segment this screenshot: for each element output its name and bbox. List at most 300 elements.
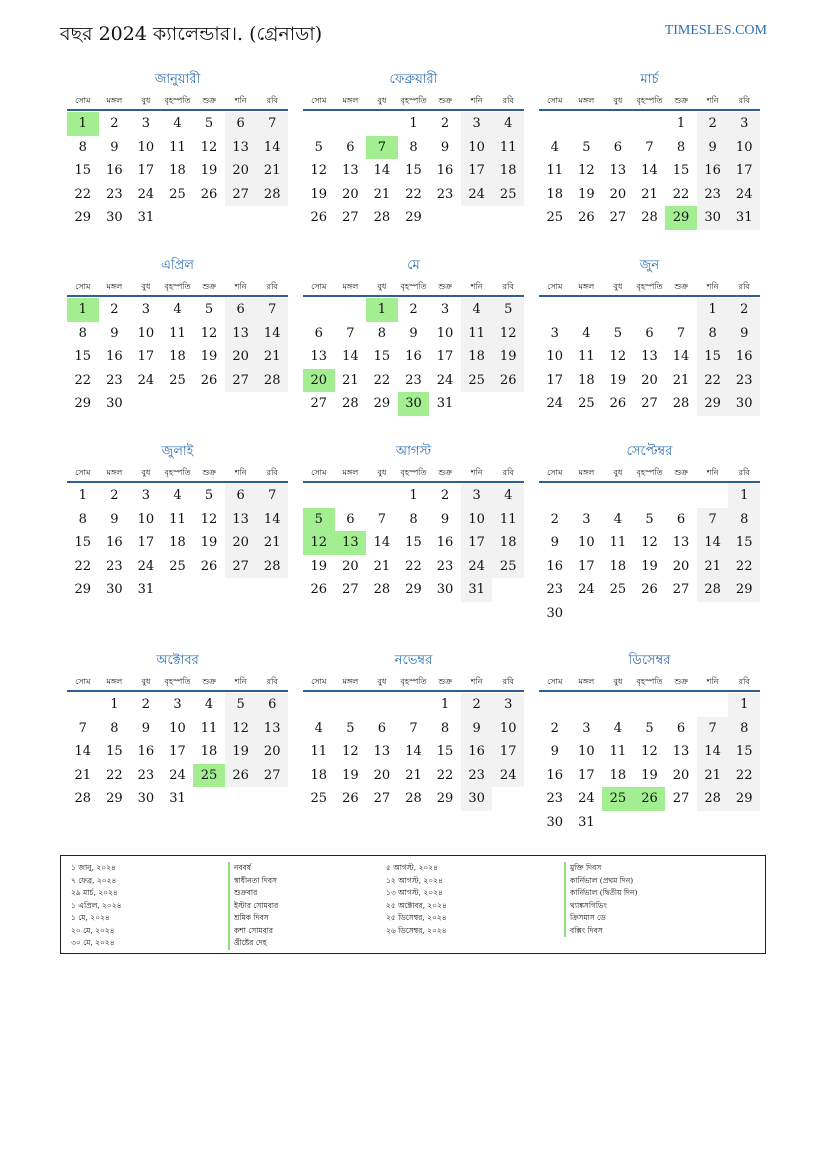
day-cell[interactable]: 7 xyxy=(256,484,288,508)
day-cell[interactable]: 21 xyxy=(256,531,288,555)
day-cell[interactable]: 9 xyxy=(141,720,151,736)
day-cell[interactable]: 14 xyxy=(256,508,288,532)
day-cell[interactable]: 8 xyxy=(440,720,450,736)
day-cell[interactable]: 16 xyxy=(436,535,454,550)
day-cell[interactable]: 1 xyxy=(78,488,87,503)
day-cell[interactable]: 16 xyxy=(436,163,454,178)
day-cell[interactable]: 22 xyxy=(74,558,92,574)
day-cell[interactable]: 23 xyxy=(405,372,422,388)
day-cell[interactable]: 4 xyxy=(582,325,591,341)
day-cell[interactable]: 3 xyxy=(440,302,450,317)
day-cell[interactable]: 3 xyxy=(461,112,493,136)
day-cell[interactable]: 14 xyxy=(697,740,729,764)
day-cell[interactable]: 21 xyxy=(641,186,658,202)
day-cell[interactable]: 9 xyxy=(110,511,119,527)
day-cell[interactable]: 23 xyxy=(436,558,454,574)
day-cell[interactable]: 9 xyxy=(550,744,559,759)
day-cell[interactable]: 9 xyxy=(440,511,450,527)
day-cell[interactable]: 27 xyxy=(256,764,288,788)
day-cell[interactable]: 20 xyxy=(641,372,658,388)
holiday-day[interactable]: 30 xyxy=(398,392,430,416)
day-cell[interactable]: 4 xyxy=(613,511,623,527)
day-cell[interactable]: 18 xyxy=(200,744,218,759)
day-cell[interactable]: 9 xyxy=(728,322,760,346)
day-cell[interactable]: 1 xyxy=(728,693,760,717)
day-cell[interactable]: 13 xyxy=(310,349,328,364)
day-cell[interactable]: 2 xyxy=(461,693,493,717)
day-cell[interactable]: 17 xyxy=(169,744,186,759)
day-cell[interactable]: 17 xyxy=(436,349,454,364)
day-cell[interactable]: 10 xyxy=(728,136,760,160)
day-cell[interactable]: 24 xyxy=(728,183,760,207)
day-cell[interactable]: 14 xyxy=(405,744,422,759)
day-cell[interactable]: 18 xyxy=(578,372,595,388)
day-cell[interactable]: 27 xyxy=(225,369,257,393)
day-cell[interactable]: 12 xyxy=(225,717,257,741)
day-cell[interactable]: 21 xyxy=(342,372,359,388)
day-cell[interactable]: 17 xyxy=(137,163,155,178)
day-cell[interactable]: 23 xyxy=(697,183,729,207)
day-cell[interactable]: 4 xyxy=(173,302,182,317)
day-cell[interactable]: 1 xyxy=(728,484,760,508)
day-cell[interactable]: 2 xyxy=(440,116,450,131)
day-cell[interactable]: 3 xyxy=(550,325,559,341)
day-cell[interactable]: 10 xyxy=(461,508,493,532)
day-cell[interactable]: 11 xyxy=(492,136,524,160)
day-cell[interactable]: 8 xyxy=(697,322,729,346)
day-cell[interactable]: 6 xyxy=(225,298,257,322)
day-cell[interactable]: 14 xyxy=(74,744,92,759)
day-cell[interactable]: 26 xyxy=(310,582,328,597)
day-cell[interactable]: 21 xyxy=(697,555,729,579)
site-brand-link[interactable]: TIMESLES.COM xyxy=(664,23,767,38)
day-cell[interactable]: 18 xyxy=(492,159,524,183)
day-cell[interactable]: 10 xyxy=(461,136,493,160)
day-cell[interactable]: 15 xyxy=(74,163,92,178)
day-cell[interactable]: 24 xyxy=(578,791,595,806)
day-cell[interactable]: 25 xyxy=(546,210,564,225)
day-cell[interactable]: 30 xyxy=(546,814,564,830)
day-cell[interactable]: 3 xyxy=(582,720,591,736)
day-cell[interactable]: 1 xyxy=(110,697,119,712)
day-cell[interactable]: 17 xyxy=(578,558,595,574)
day-cell[interactable]: 26 xyxy=(200,558,218,574)
day-cell[interactable]: 5 xyxy=(645,511,654,527)
day-cell[interactable]: 28 xyxy=(373,582,391,597)
day-cell[interactable]: 14 xyxy=(373,535,391,550)
day-cell[interactable]: 9 xyxy=(440,139,450,155)
day-cell[interactable]: 13 xyxy=(373,744,391,759)
day-cell[interactable]: 29 xyxy=(74,396,92,411)
day-cell[interactable]: 9 xyxy=(409,325,418,341)
day-cell[interactable]: 7 xyxy=(697,717,729,741)
day-cell[interactable]: 19 xyxy=(609,372,627,388)
day-cell[interactable]: 6 xyxy=(225,484,257,508)
day-cell[interactable]: 30 xyxy=(461,787,493,811)
day-cell[interactable]: 20 xyxy=(225,531,257,555)
day-cell[interactable]: 18 xyxy=(169,163,186,178)
day-cell[interactable]: 2 xyxy=(550,511,559,527)
day-cell[interactable]: 14 xyxy=(342,349,359,364)
day-cell[interactable]: 14 xyxy=(256,322,288,346)
day-cell[interactable]: 29 xyxy=(74,582,92,597)
day-cell[interactable]: 29 xyxy=(728,578,760,602)
day-cell[interactable]: 20 xyxy=(342,186,359,202)
day-cell[interactable]: 11 xyxy=(200,720,218,736)
day-cell[interactable]: 15 xyxy=(728,531,760,555)
day-cell[interactable]: 25 xyxy=(492,183,524,207)
day-cell[interactable]: 21 xyxy=(256,159,288,183)
day-cell[interactable]: 15 xyxy=(697,345,729,369)
day-cell[interactable]: 16 xyxy=(137,744,155,759)
day-cell[interactable]: 12 xyxy=(342,744,359,759)
day-cell[interactable]: 19 xyxy=(310,558,328,574)
day-cell[interactable]: 20 xyxy=(225,159,257,183)
day-cell[interactable]: 2 xyxy=(697,112,729,136)
day-cell[interactable]: 24 xyxy=(546,396,564,411)
day-cell[interactable]: 29 xyxy=(405,582,422,597)
day-cell[interactable]: 30 xyxy=(546,605,564,621)
day-cell[interactable]: 5 xyxy=(645,720,654,736)
day-cell[interactable]: 8 xyxy=(409,511,418,527)
day-cell[interactable]: 25 xyxy=(492,555,524,579)
holiday-day[interactable]: 7 xyxy=(366,136,398,160)
day-cell[interactable]: 15 xyxy=(373,349,391,364)
day-cell[interactable]: 9 xyxy=(697,136,729,160)
day-cell[interactable]: 3 xyxy=(173,697,182,712)
day-cell[interactable]: 11 xyxy=(578,349,595,364)
day-cell[interactable]: 5 xyxy=(204,302,214,317)
day-cell[interactable]: 5 xyxy=(582,139,591,155)
day-cell[interactable]: 2 xyxy=(728,298,760,322)
day-cell[interactable]: 25 xyxy=(578,396,595,411)
day-cell[interactable]: 21 xyxy=(373,558,391,574)
day-cell[interactable]: 6 xyxy=(346,139,355,155)
day-cell[interactable]: 10 xyxy=(169,720,186,736)
day-cell[interactable]: 6 xyxy=(225,112,257,136)
day-cell[interactable]: 23 xyxy=(546,582,564,597)
day-cell[interactable]: 3 xyxy=(141,302,151,317)
day-cell[interactable]: 4 xyxy=(314,720,323,736)
day-cell[interactable]: 19 xyxy=(578,186,595,202)
day-cell[interactable]: 24 xyxy=(461,183,493,207)
day-cell[interactable]: 5 xyxy=(346,720,355,736)
day-cell[interactable]: 3 xyxy=(582,511,591,527)
day-cell[interactable]: 4 xyxy=(492,484,524,508)
day-cell[interactable]: 7 xyxy=(78,720,87,736)
day-cell[interactable]: 24 xyxy=(137,186,155,202)
day-cell[interactable]: 22 xyxy=(728,764,760,788)
day-cell[interactable]: 25 xyxy=(169,372,186,388)
day-cell[interactable]: 26 xyxy=(200,372,218,388)
day-cell[interactable]: 5 xyxy=(225,693,257,717)
day-cell[interactable]: 3 xyxy=(728,112,760,136)
day-cell[interactable]: 20 xyxy=(672,767,690,783)
day-cell[interactable]: 23 xyxy=(436,186,454,202)
day-cell[interactable]: 1 xyxy=(676,116,686,131)
day-cell[interactable]: 8 xyxy=(409,139,418,155)
day-cell[interactable]: 30 xyxy=(106,582,123,597)
day-cell[interactable]: 28 xyxy=(672,396,690,411)
day-cell[interactable]: 26 xyxy=(225,764,257,788)
day-cell[interactable]: 15 xyxy=(74,535,92,550)
day-cell[interactable]: 7 xyxy=(256,298,288,322)
day-cell[interactable]: 13 xyxy=(672,535,690,550)
holiday-day[interactable]: 12 xyxy=(303,531,335,555)
day-cell[interactable]: 25 xyxy=(310,791,328,806)
day-cell[interactable]: 30 xyxy=(106,210,123,225)
day-cell[interactable]: 25 xyxy=(461,369,493,393)
day-cell[interactable]: 4 xyxy=(173,116,182,131)
day-cell[interactable]: 16 xyxy=(697,159,729,183)
day-cell[interactable]: 9 xyxy=(461,717,493,741)
day-cell[interactable]: 27 xyxy=(342,582,359,597)
day-cell[interactable]: 22 xyxy=(74,372,92,388)
day-cell[interactable]: 18 xyxy=(169,535,186,550)
day-cell[interactable]: 26 xyxy=(342,791,359,806)
day-cell[interactable]: 30 xyxy=(137,791,155,806)
day-cell[interactable]: 28 xyxy=(641,210,658,225)
day-cell[interactable]: 26 xyxy=(310,210,328,225)
day-cell[interactable]: 29 xyxy=(436,791,454,806)
day-cell[interactable]: 23 xyxy=(106,186,123,202)
day-cell[interactable]: 6 xyxy=(613,139,623,155)
day-cell[interactable]: 1 xyxy=(697,298,729,322)
day-cell[interactable]: 1 xyxy=(409,116,418,131)
holiday-day[interactable]: 13 xyxy=(335,531,367,555)
day-cell[interactable]: 8 xyxy=(78,325,87,341)
day-cell[interactable]: 22 xyxy=(405,186,422,202)
day-cell[interactable]: 27 xyxy=(342,210,359,225)
day-cell[interactable]: 10 xyxy=(546,349,564,364)
day-cell[interactable]: 12 xyxy=(310,163,328,178)
day-cell[interactable]: 24 xyxy=(436,372,454,388)
day-cell[interactable]: 20 xyxy=(672,558,690,574)
day-cell[interactable]: 31 xyxy=(728,206,760,230)
day-cell[interactable]: 11 xyxy=(461,322,493,346)
day-cell[interactable]: 16 xyxy=(546,767,564,783)
day-cell[interactable]: 24 xyxy=(137,372,155,388)
day-cell[interactable]: 27 xyxy=(310,396,328,411)
day-cell[interactable]: 12 xyxy=(200,139,218,155)
day-cell[interactable]: 11 xyxy=(546,163,564,178)
day-cell[interactable]: 22 xyxy=(672,186,690,202)
day-cell[interactable]: 25 xyxy=(169,186,186,202)
day-cell[interactable]: 4 xyxy=(550,139,559,155)
day-cell[interactable]: 20 xyxy=(342,558,359,574)
day-cell[interactable]: 27 xyxy=(672,791,690,806)
day-cell[interactable]: 11 xyxy=(169,139,186,155)
day-cell[interactable]: 9 xyxy=(550,535,559,550)
day-cell[interactable]: 5 xyxy=(204,488,214,503)
day-cell[interactable]: 11 xyxy=(492,508,524,532)
day-cell[interactable]: 17 xyxy=(492,740,524,764)
day-cell[interactable]: 28 xyxy=(405,791,422,806)
holiday-day[interactable]: 25 xyxy=(602,787,634,811)
day-cell[interactable]: 27 xyxy=(373,791,391,806)
day-cell[interactable]: 15 xyxy=(728,740,760,764)
day-cell[interactable]: 24 xyxy=(137,558,155,574)
day-cell[interactable]: 6 xyxy=(645,325,654,341)
day-cell[interactable]: 21 xyxy=(672,372,690,388)
day-cell[interactable]: 19 xyxy=(641,558,658,574)
day-cell[interactable]: 20 xyxy=(256,740,288,764)
holiday-day[interactable]: 1 xyxy=(366,298,398,322)
day-cell[interactable]: 2 xyxy=(110,302,119,317)
day-cell[interactable]: 4 xyxy=(613,720,623,736)
day-cell[interactable]: 2 xyxy=(440,488,450,503)
day-cell[interactable]: 10 xyxy=(578,535,595,550)
day-cell[interactable]: 27 xyxy=(672,582,690,597)
day-cell[interactable]: 30 xyxy=(697,206,729,230)
day-cell[interactable]: 8 xyxy=(78,511,87,527)
day-cell[interactable]: 27 xyxy=(225,183,257,207)
day-cell[interactable]: 23 xyxy=(106,372,123,388)
day-cell[interactable]: 13 xyxy=(672,744,690,759)
day-cell[interactable]: 22 xyxy=(436,767,454,783)
day-cell[interactable]: 19 xyxy=(342,767,359,783)
day-cell[interactable]: 15 xyxy=(74,349,92,364)
day-cell[interactable]: 28 xyxy=(697,578,729,602)
day-cell[interactable]: 18 xyxy=(461,345,493,369)
day-cell[interactable]: 6 xyxy=(676,511,686,527)
day-cell[interactable]: 7 xyxy=(645,139,654,155)
day-cell[interactable]: 13 xyxy=(225,508,257,532)
day-cell[interactable]: 17 xyxy=(137,349,155,364)
holiday-day[interactable]: 29 xyxy=(665,206,697,230)
day-cell[interactable]: 30 xyxy=(436,582,454,597)
day-cell[interactable]: 4 xyxy=(204,697,214,712)
day-cell[interactable]: 31 xyxy=(169,791,186,806)
day-cell[interactable]: 7 xyxy=(256,112,288,136)
day-cell[interactable]: 16 xyxy=(106,535,123,550)
day-cell[interactable]: 26 xyxy=(641,582,658,597)
day-cell[interactable]: 8 xyxy=(377,325,387,341)
day-cell[interactable]: 4 xyxy=(173,488,182,503)
day-cell[interactable]: 6 xyxy=(314,325,323,341)
day-cell[interactable]: 12 xyxy=(492,322,524,346)
day-cell[interactable]: 31 xyxy=(137,582,155,597)
day-cell[interactable]: 19 xyxy=(225,740,257,764)
day-cell[interactable]: 29 xyxy=(373,396,391,411)
holiday-day[interactable]: 1 xyxy=(67,298,99,322)
day-cell[interactable]: 25 xyxy=(169,558,186,574)
day-cell[interactable]: 12 xyxy=(578,163,595,178)
day-cell[interactable]: 31 xyxy=(578,814,595,830)
day-cell[interactable]: 29 xyxy=(106,791,123,806)
day-cell[interactable]: 23 xyxy=(461,764,493,788)
day-cell[interactable]: 19 xyxy=(200,163,218,178)
day-cell[interactable]: 26 xyxy=(492,369,524,393)
day-cell[interactable]: 22 xyxy=(405,558,422,574)
day-cell[interactable]: 10 xyxy=(137,511,155,527)
day-cell[interactable]: 27 xyxy=(609,210,627,225)
day-cell[interactable]: 15 xyxy=(405,535,422,550)
day-cell[interactable]: 18 xyxy=(546,186,564,202)
day-cell[interactable]: 11 xyxy=(169,325,186,341)
day-cell[interactable]: 10 xyxy=(137,325,155,341)
day-cell[interactable]: 1 xyxy=(409,488,418,503)
day-cell[interactable]: 11 xyxy=(609,744,627,759)
day-cell[interactable]: 23 xyxy=(137,767,155,783)
day-cell[interactable]: 21 xyxy=(74,767,92,783)
day-cell[interactable]: 21 xyxy=(373,186,391,202)
day-cell[interactable]: 1 xyxy=(440,697,450,712)
day-cell[interactable]: 22 xyxy=(728,555,760,579)
day-cell[interactable]: 2 xyxy=(409,302,418,317)
day-cell[interactable]: 4 xyxy=(492,112,524,136)
day-cell[interactable]: 3 xyxy=(461,484,493,508)
day-cell[interactable]: 6 xyxy=(377,720,387,736)
day-cell[interactable]: 24 xyxy=(169,767,186,783)
day-cell[interactable]: 18 xyxy=(492,531,524,555)
day-cell[interactable]: 21 xyxy=(256,345,288,369)
day-cell[interactable]: 13 xyxy=(641,349,658,364)
day-cell[interactable]: 28 xyxy=(256,555,288,579)
day-cell[interactable]: 26 xyxy=(578,210,595,225)
day-cell[interactable]: 26 xyxy=(200,186,218,202)
day-cell[interactable]: 13 xyxy=(256,717,288,741)
day-cell[interactable]: 18 xyxy=(609,767,627,783)
day-cell[interactable]: 3 xyxy=(492,693,524,717)
day-cell[interactable]: 11 xyxy=(310,744,328,759)
day-cell[interactable]: 22 xyxy=(697,369,729,393)
day-cell[interactable]: 21 xyxy=(405,767,422,783)
holiday-day[interactable]: 1 xyxy=(67,112,99,136)
day-cell[interactable]: 23 xyxy=(546,791,564,806)
day-cell[interactable]: 10 xyxy=(492,717,524,741)
day-cell[interactable]: 6 xyxy=(346,511,355,527)
day-cell[interactable]: 27 xyxy=(641,396,658,411)
day-cell[interactable]: 24 xyxy=(578,582,595,597)
day-cell[interactable]: 28 xyxy=(74,791,92,806)
day-cell[interactable]: 16 xyxy=(728,345,760,369)
day-cell[interactable]: 29 xyxy=(697,392,729,416)
day-cell[interactable]: 10 xyxy=(436,325,454,341)
day-cell[interactable]: 19 xyxy=(200,535,218,550)
day-cell[interactable]: 17 xyxy=(461,159,493,183)
day-cell[interactable]: 19 xyxy=(310,186,328,202)
day-cell[interactable]: 15 xyxy=(436,744,454,759)
day-cell[interactable]: 22 xyxy=(74,186,92,202)
day-cell[interactable]: 10 xyxy=(578,744,595,759)
day-cell[interactable]: 3 xyxy=(141,116,151,131)
day-cell[interactable]: 15 xyxy=(106,744,123,759)
day-cell[interactable]: 20 xyxy=(373,767,391,783)
day-cell[interactable]: 8 xyxy=(676,139,686,155)
day-cell[interactable]: 9 xyxy=(110,325,119,341)
day-cell[interactable]: 2 xyxy=(110,116,119,131)
day-cell[interactable]: 22 xyxy=(373,372,391,388)
day-cell[interactable]: 28 xyxy=(697,787,729,811)
holiday-day[interactable]: 26 xyxy=(634,787,666,811)
day-cell[interactable]: 12 xyxy=(200,511,218,527)
day-cell[interactable]: 28 xyxy=(256,183,288,207)
day-cell[interactable]: 13 xyxy=(225,322,257,346)
day-cell[interactable]: 12 xyxy=(641,535,658,550)
day-cell[interactable]: 2 xyxy=(141,697,151,712)
day-cell[interactable]: 16 xyxy=(106,163,123,178)
day-cell[interactable]: 11 xyxy=(169,511,186,527)
day-cell[interactable]: 3 xyxy=(141,488,151,503)
day-cell[interactable]: 14 xyxy=(672,349,690,364)
day-cell[interactable]: 22 xyxy=(106,767,123,783)
day-cell[interactable]: 24 xyxy=(461,555,493,579)
day-cell[interactable]: 28 xyxy=(373,210,391,225)
day-cell[interactable]: 5 xyxy=(314,139,323,155)
day-cell[interactable]: 11 xyxy=(609,535,627,550)
day-cell[interactable]: 8 xyxy=(728,508,760,532)
